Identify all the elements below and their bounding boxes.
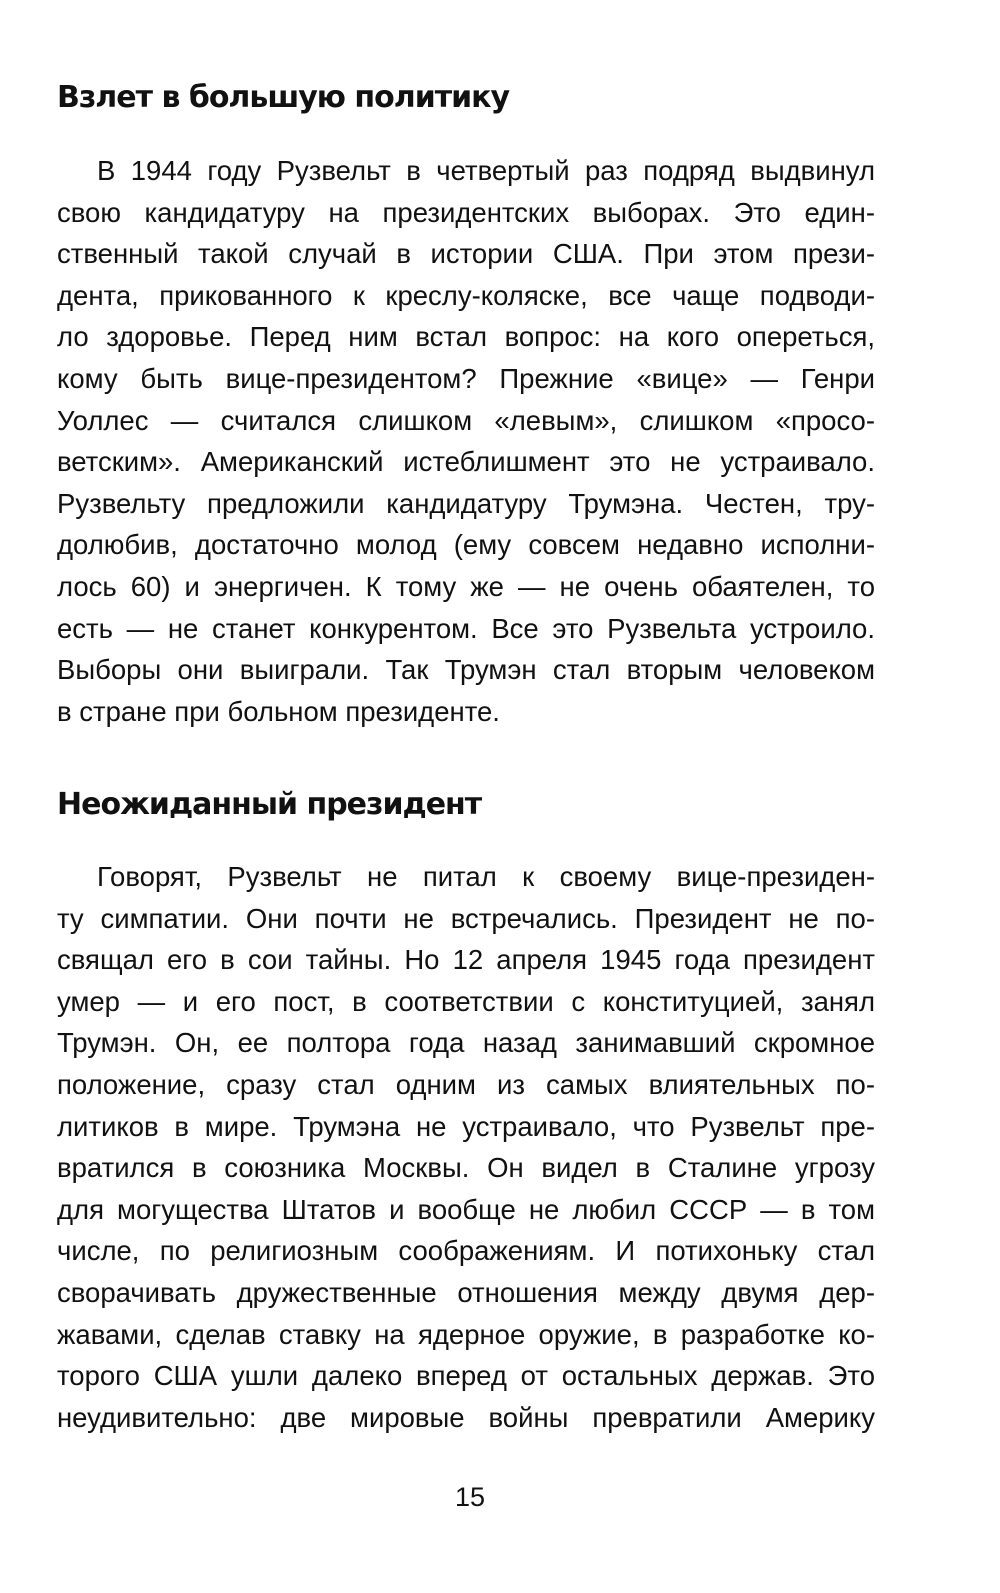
text-line: Трумэн. Он, ее полтора года назад занимавший скромное (57, 1027, 875, 1059)
text-line: положение, сразу стал одним из самых влиятельных по- (57, 1068, 875, 1100)
text-line: жавами, сделав ставку на ядерное оружие, в разработке ко- (57, 1318, 875, 1350)
text-line: свою кандидатуру на президентских выборах. Это един- (57, 196, 875, 228)
text-line: для могущества Штатов и вообще не любил СССР — в том (57, 1193, 875, 1225)
text-line: умер — и его пост, в соответствии с конституцией, занял (57, 985, 875, 1017)
text-line: есть — не станет конкурентом. Все это Рузвельта устроило. (57, 612, 875, 644)
text-line: Выборы они выиграли. Так Трумэн стал вторым человеком (57, 654, 875, 686)
section-heading-rise-to-politics: Взлет в большую политику (57, 80, 510, 115)
text-line: лось 60) и энергичен. К тому же — не очень обаятелен, то (57, 570, 875, 602)
text-line: ло здоровье. Перед ним встал вопрос: на кого опереться, (57, 321, 875, 353)
text-line: числе, по религиозным соображениям. И потихоньку стал (57, 1235, 875, 1267)
section-heading-unexpected-president: Неожиданный президент (57, 787, 482, 822)
text-line: торого США ушли далеко вперед от остальных держав. Это (57, 1360, 875, 1392)
text-line: долюбив, достаточно молод (ему совсем недавно исполни- (57, 529, 875, 561)
text-line: литиков в мире. Трумэна не устраивало, что Рузвельт пре- (57, 1110, 875, 1142)
paragraph-unexpected-president (57, 856, 875, 1438)
text-line: неудивительно: две мировые войны превратили Америку (57, 1401, 875, 1433)
text-line: свящал его в сои тайны. Но 12 апреля 1945 года президент (57, 944, 875, 976)
text-line: дента, прикованного к креслу-коляске, все чаще подводи- (57, 279, 875, 311)
text-line: ту симпатии. Они почти не встречались. Президент не по- (57, 902, 875, 934)
text-line: кому быть вице-президентом? Прежние «вице» — Генри (57, 362, 875, 394)
page-number: 15 (454, 1482, 486, 1512)
paragraph-rise-to-politics (57, 150, 875, 732)
text-line: Уоллес — считался слишком «левым», слишком «просо- (57, 404, 875, 436)
text-line: ственный такой случай в истории США. При этом прези- (57, 238, 875, 270)
text-line: Рузвельту предложили кандидатуру Трумэна. Честен, тру- (57, 487, 875, 519)
text-line: ветским». Американский истеблишмент это не устраивало. (57, 446, 875, 478)
text-line: вратился в союзника Москвы. Он видел в Сталине угрозу (57, 1152, 875, 1184)
text-line: в стране при больном президенте. (57, 695, 500, 727)
text-line: Говорят, Рузвельт не питал к своему вице-президен- (97, 861, 875, 892)
text-line: В 1944 году Рузвельт в четвертый раз подряд выдвинул (97, 155, 875, 186)
text-line: сворачивать дружественные отношения между двумя дер- (57, 1276, 875, 1308)
